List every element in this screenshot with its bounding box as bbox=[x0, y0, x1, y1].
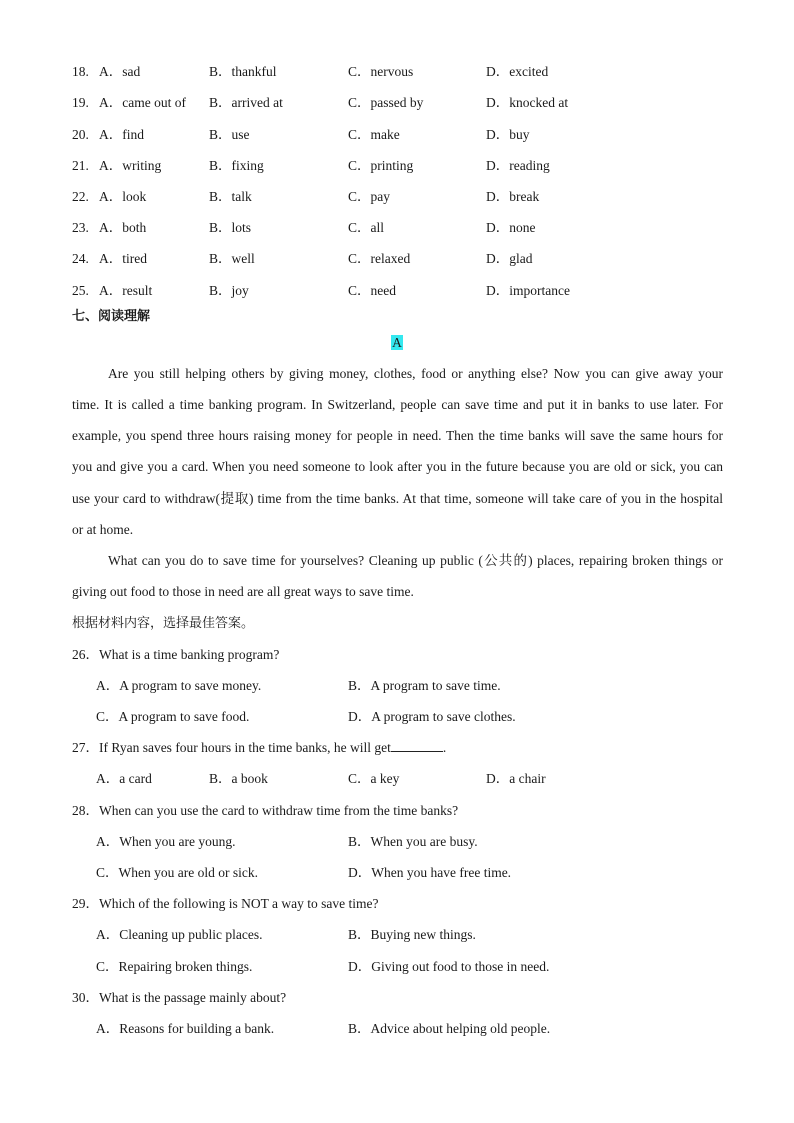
option-c: C．a key bbox=[348, 771, 400, 786]
passage-line: use your card to withdraw(提取) time from the time banks. At that time, someone will take care of you in the hospital bbox=[72, 491, 723, 506]
option-b: B．arrived at bbox=[209, 95, 283, 110]
option-b: B．thankful bbox=[209, 64, 277, 79]
option-a: A．look bbox=[99, 189, 147, 204]
question-stem: 29．Which of the following is NOT a way to save time? bbox=[72, 896, 379, 911]
passage-line: Are you still helping others by giving money, clothes, food or anything else? Now you can give away your bbox=[108, 366, 723, 381]
option-c: C．nervous bbox=[348, 64, 414, 79]
option-d: D．knocked at bbox=[486, 95, 569, 110]
question-number: 18. bbox=[72, 64, 89, 79]
option-d: D．reading bbox=[486, 158, 550, 173]
option-b: B．lots bbox=[209, 220, 252, 235]
option-c: C．all bbox=[348, 220, 384, 235]
question-stem-text: 27．If Ryan saves four hours in the time banks, he will get bbox=[72, 740, 391, 755]
option-d: D．importance bbox=[486, 283, 570, 298]
option-c: C．pay bbox=[348, 189, 390, 204]
option-a: A．both bbox=[99, 220, 147, 235]
option-b: B．Buying new things. bbox=[348, 927, 476, 942]
passage-line: time. It is called a time banking program. In Switzerland, people can save time and put it in banks to use later. For bbox=[72, 397, 723, 412]
option-b: B．well bbox=[209, 251, 255, 266]
question-stem-end: . bbox=[442, 740, 447, 755]
option-d: D．buy bbox=[486, 127, 530, 142]
passage-label: A bbox=[392, 335, 402, 350]
option-d: D．glad bbox=[486, 251, 533, 266]
passage-line: giving out food to those in need are all great ways to save time. bbox=[72, 584, 414, 599]
option-c: C．need bbox=[348, 283, 396, 298]
question-number: 23. bbox=[72, 220, 89, 235]
option-a: A．Reasons for building a bank. bbox=[96, 1021, 275, 1036]
question-stem: 30．What is the passage mainly about? bbox=[72, 990, 287, 1005]
option-b: B．joy bbox=[209, 283, 249, 298]
option-a: A．When you are young. bbox=[96, 834, 236, 849]
option-d: D．When you have free time. bbox=[348, 865, 512, 880]
option-a: A．A program to save money. bbox=[96, 678, 262, 693]
option-a: A．came out of bbox=[99, 95, 186, 110]
option-b: B．use bbox=[209, 127, 250, 142]
option-c: C．Repairing broken things. bbox=[96, 959, 253, 974]
option-d: D．none bbox=[486, 220, 536, 235]
passage-label-wrap bbox=[0, 334, 794, 352]
option-d: D．Giving out food to those in need. bbox=[348, 959, 550, 974]
passage-line: example, you spend three hours raising money for people in need. Then the time banks will save the same hours for bbox=[72, 428, 723, 443]
question-number: 24. bbox=[72, 251, 89, 266]
option-a: A．writing bbox=[99, 158, 162, 173]
section-title: 七、阅读理解 bbox=[72, 309, 151, 324]
question-number: 20. bbox=[72, 127, 89, 142]
option-a: A．find bbox=[99, 127, 144, 142]
option-c: C．When you are old or sick. bbox=[96, 865, 258, 880]
option-b: B．a book bbox=[209, 771, 268, 786]
option-a: A．Cleaning up public places. bbox=[96, 927, 263, 942]
question-stem: 28．When can you use the card to withdraw time from the time banks? bbox=[72, 803, 459, 818]
option-a: A．result bbox=[99, 283, 153, 298]
option-c: C．passed by bbox=[348, 95, 424, 110]
answer-blank bbox=[391, 739, 443, 752]
option-b: B．Advice about helping old people. bbox=[348, 1021, 551, 1036]
option-c: C．relaxed bbox=[348, 251, 411, 266]
option-a: A．a card bbox=[96, 771, 152, 786]
question-number: 21. bbox=[72, 158, 89, 173]
instruction: 根据材料内容，选择最佳答案。 bbox=[72, 616, 255, 631]
passage-line: you and give you a card. When you need someone to look after you in the future because you are old or sick, you can bbox=[72, 459, 723, 474]
option-c: C．A program to save food. bbox=[96, 709, 250, 724]
question-stem: 26．What is a time banking program? bbox=[72, 647, 280, 662]
question-number: 22. bbox=[72, 189, 89, 204]
question-number: 25. bbox=[72, 283, 89, 298]
option-a: A．tired bbox=[99, 251, 147, 266]
option-b: B．talk bbox=[209, 189, 252, 204]
option-a: A．sad bbox=[99, 64, 141, 79]
option-d: D．break bbox=[486, 189, 540, 204]
option-c: C．make bbox=[348, 127, 400, 142]
option-d: D．excited bbox=[486, 64, 549, 79]
option-b: B．When you are busy. bbox=[348, 834, 478, 849]
passage-line: What can you do to save time for yourselves? Cleaning up public (公共的) places, repairing broken things or bbox=[108, 553, 723, 568]
option-b: B．A program to save time. bbox=[348, 678, 501, 693]
option-b: B．fixing bbox=[209, 158, 264, 173]
option-d: D．a chair bbox=[486, 771, 546, 786]
option-d: D．A program to save clothes. bbox=[348, 709, 516, 724]
question-stem bbox=[72, 739, 446, 757]
question-number: 19. bbox=[72, 95, 89, 110]
passage-line: or at home. bbox=[72, 522, 134, 537]
option-c: C．printing bbox=[348, 158, 414, 173]
